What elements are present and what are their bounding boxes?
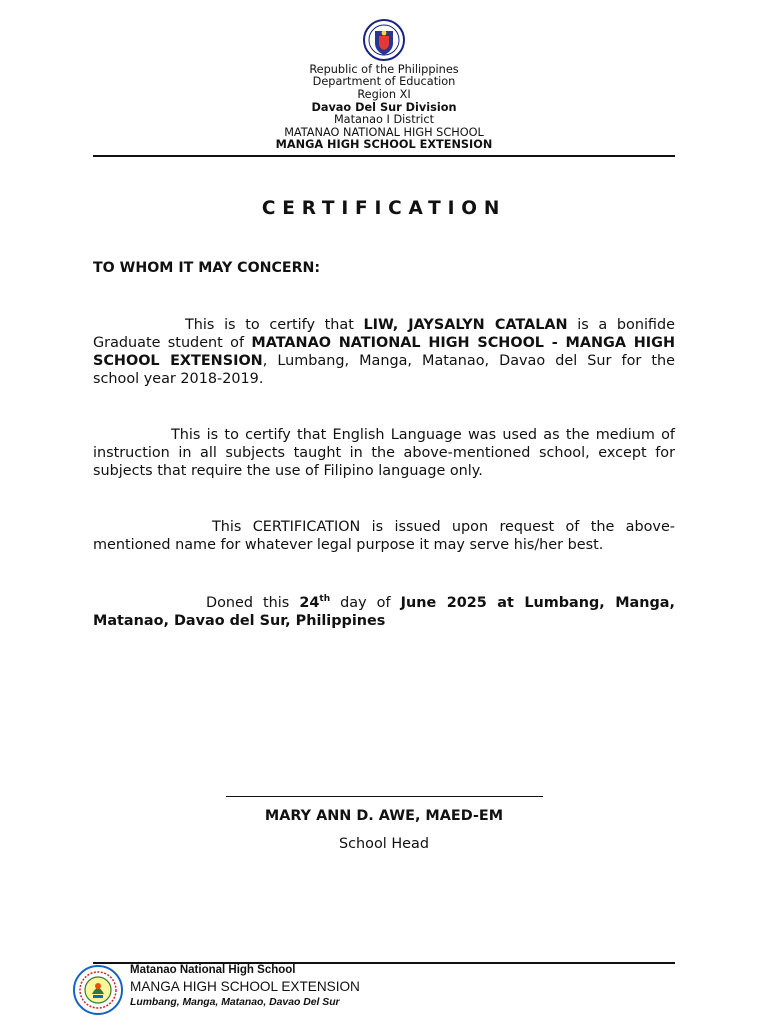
document-title: CERTIFICATION [261,198,507,219]
header-line-region: Region XI [357,88,411,101]
paragraph-purpose [93,518,675,554]
para4-text-1: Doned this [206,595,300,611]
header-line-department: Department of Education [312,75,456,88]
para1-text-1: This is to certify that [185,317,364,333]
school-name: MATANAO NATIONAL HIGH SCHOOL - MANGA HIGH SCHOOL EXTENSION [93,335,675,369]
footer-school-name: Matanao National High School [130,964,296,976]
salutation: TO WHOM IT MAY CONCERN: [93,260,321,276]
para3-text: This CERTIFICATION is issued upon request of the above-mentioned name for whatever legal purpose it may serve his/her best. [93,519,675,553]
header-line-division: Davao Del Sur Division [311,101,457,114]
issue-date-place: June 2025 at Lumbang, Manga, Matanao, Davao del Sur, Philippines [93,595,675,629]
paragraph-medium [93,426,675,480]
issue-day-suffix: th [319,594,331,604]
header-line-school: MATANAO NATIONAL HIGH SCHOOL [284,126,484,139]
signatory-name: MARY ANN D. AWE, MAED-EM [264,808,504,824]
footer-extension-name: MANGA HIGH SCHOOL EXTENSION [130,979,360,994]
para4-text-2: day of [330,595,401,611]
issue-day: 24 [299,595,320,611]
school-logo-icon [72,964,124,1016]
deped-seal-icon [358,18,410,62]
para1-text-3: , Lumbang, Manga, Matanao, Davao del Sur for the school year 2018-2019. [93,353,675,387]
paragraph-graduate [93,316,675,388]
student-name: LIW, JAYSALYN CATALAN [363,317,568,333]
header-line-extension: MANGA HIGH SCHOOL EXTENSION [275,138,493,151]
signature-line [226,796,543,797]
para1-text-2: is a bonifide Graduate student of [93,317,675,351]
header-line-republic: Republic of the Philippines [309,63,459,76]
para2-text: This is to certify that English Language was used as the medium of instruction in all subjects taught in the above-mentioned school, except for subjects that require the use of Filipino language only. [93,427,675,479]
signatory-role: School Head [339,836,429,852]
paragraph-issued [93,594,675,630]
footer-address: Lumbang, Manga, Matanao, Davao Del Sur [130,997,340,1008]
header-divider [93,155,675,157]
header-line-district: Matanao I District [333,113,435,126]
